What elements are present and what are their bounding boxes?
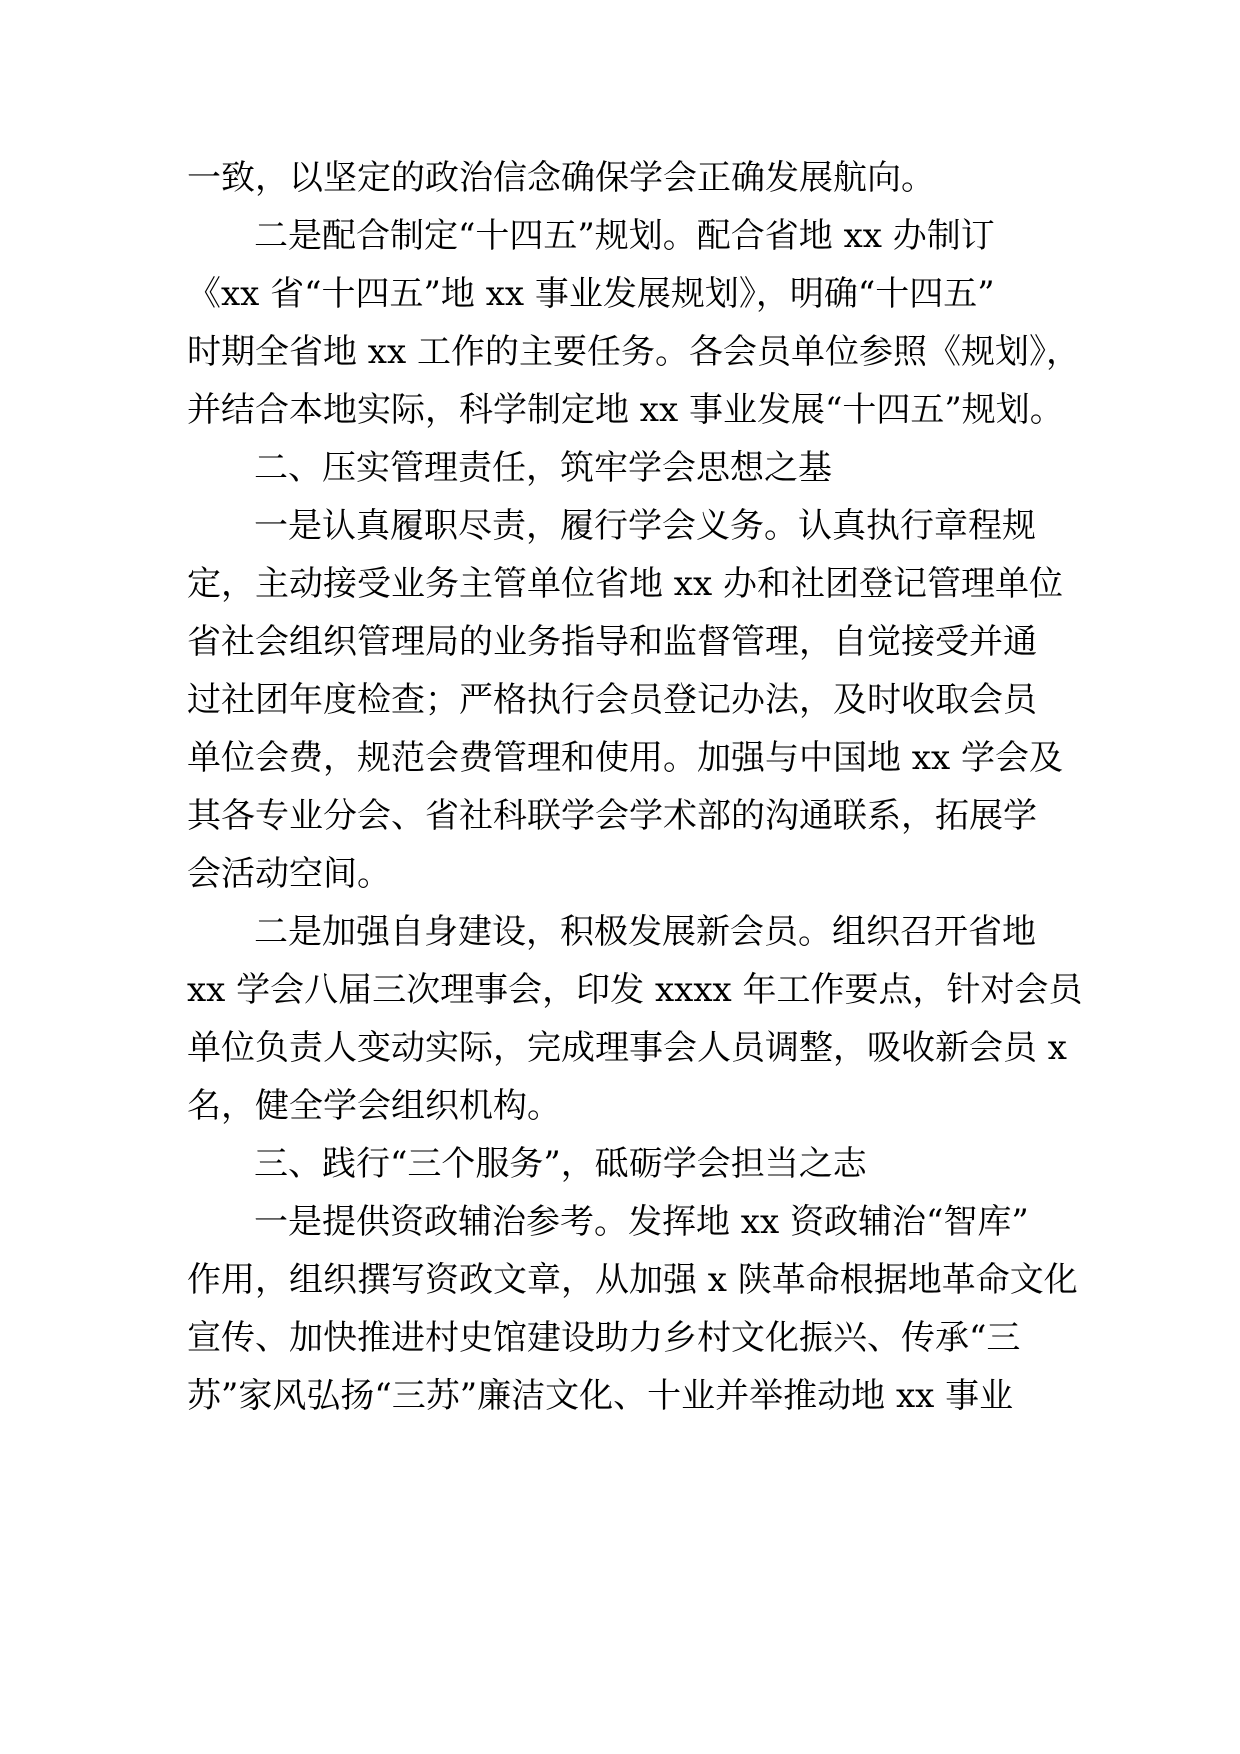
text-line: 并结合本地实际，科学制定地 xx 事业发展“十四五”规划。 [187,390,1064,430]
section-heading: 三、践行“三个服务”，砥砺学会担当之志 [254,1144,867,1184]
text-line: 过社团年度检查；严格执行会员登记办法，及时收取会员 [187,680,1037,720]
text-line: 会活动空间。 [187,854,391,894]
paragraph-first-line: 二是加强自身建设，积极发展新会员。组织召开省地 [254,912,1036,952]
section-heading: 二、压实管理责任，筑牢学会思想之基 [254,448,832,488]
text-line: 《xx 省“十四五”地 xx 事业发展规划》，明确“十四五” [187,274,995,314]
text-line: 时期全省地 xx 工作的主要任务。各会员单位参照《规划》， [187,332,1080,372]
text-line: 作用，组织撰写资政文章，从加强 x 陕革命根据地革命文化 [187,1260,1078,1300]
text-line: 名，健全学会组织机构。 [187,1086,561,1126]
text-line: 一致，以坚定的政治信念确保学会正确发展航向。 [187,158,935,198]
text-line: 苏”家风弘扬“三苏”廉洁文化、十业并举推动地 xx 事业 [187,1376,1014,1416]
text-line: 单位会费，规范会费管理和使用。加强与中国地 xx 学会及 [187,738,1063,778]
paragraph-first-line: 二是配合制定“十四五”规划。配合省地 xx 办制订 [254,216,995,256]
text-line: 其各专业分会、省社科联学会学术部的沟通联系，拓展学 [187,796,1037,836]
paragraph-first-line: 一是提供资政辅治参考。发挥地 xx 资政辅治“智库” [254,1202,1029,1242]
text-line: 宣传、加快推进村史馆建设助力乡村文化振兴、传承“三 [187,1318,1021,1358]
text-line: 省社会组织管理局的业务指导和监督管理，自觉接受并通 [187,622,1037,662]
text-line: 单位负责人变动实际，完成理事会人员调整，吸收新会员 x [187,1028,1067,1068]
text-line: xx 学会八届三次理事会，印发 xxxx 年工作要点，针对会员 [187,970,1083,1010]
text-line: 定，主动接受业务主管单位省地 xx 办和社团登记管理单位 [187,564,1063,604]
paragraph-first-line: 一是认真履职尽责，履行学会义务。认真执行章程规 [254,506,1036,546]
